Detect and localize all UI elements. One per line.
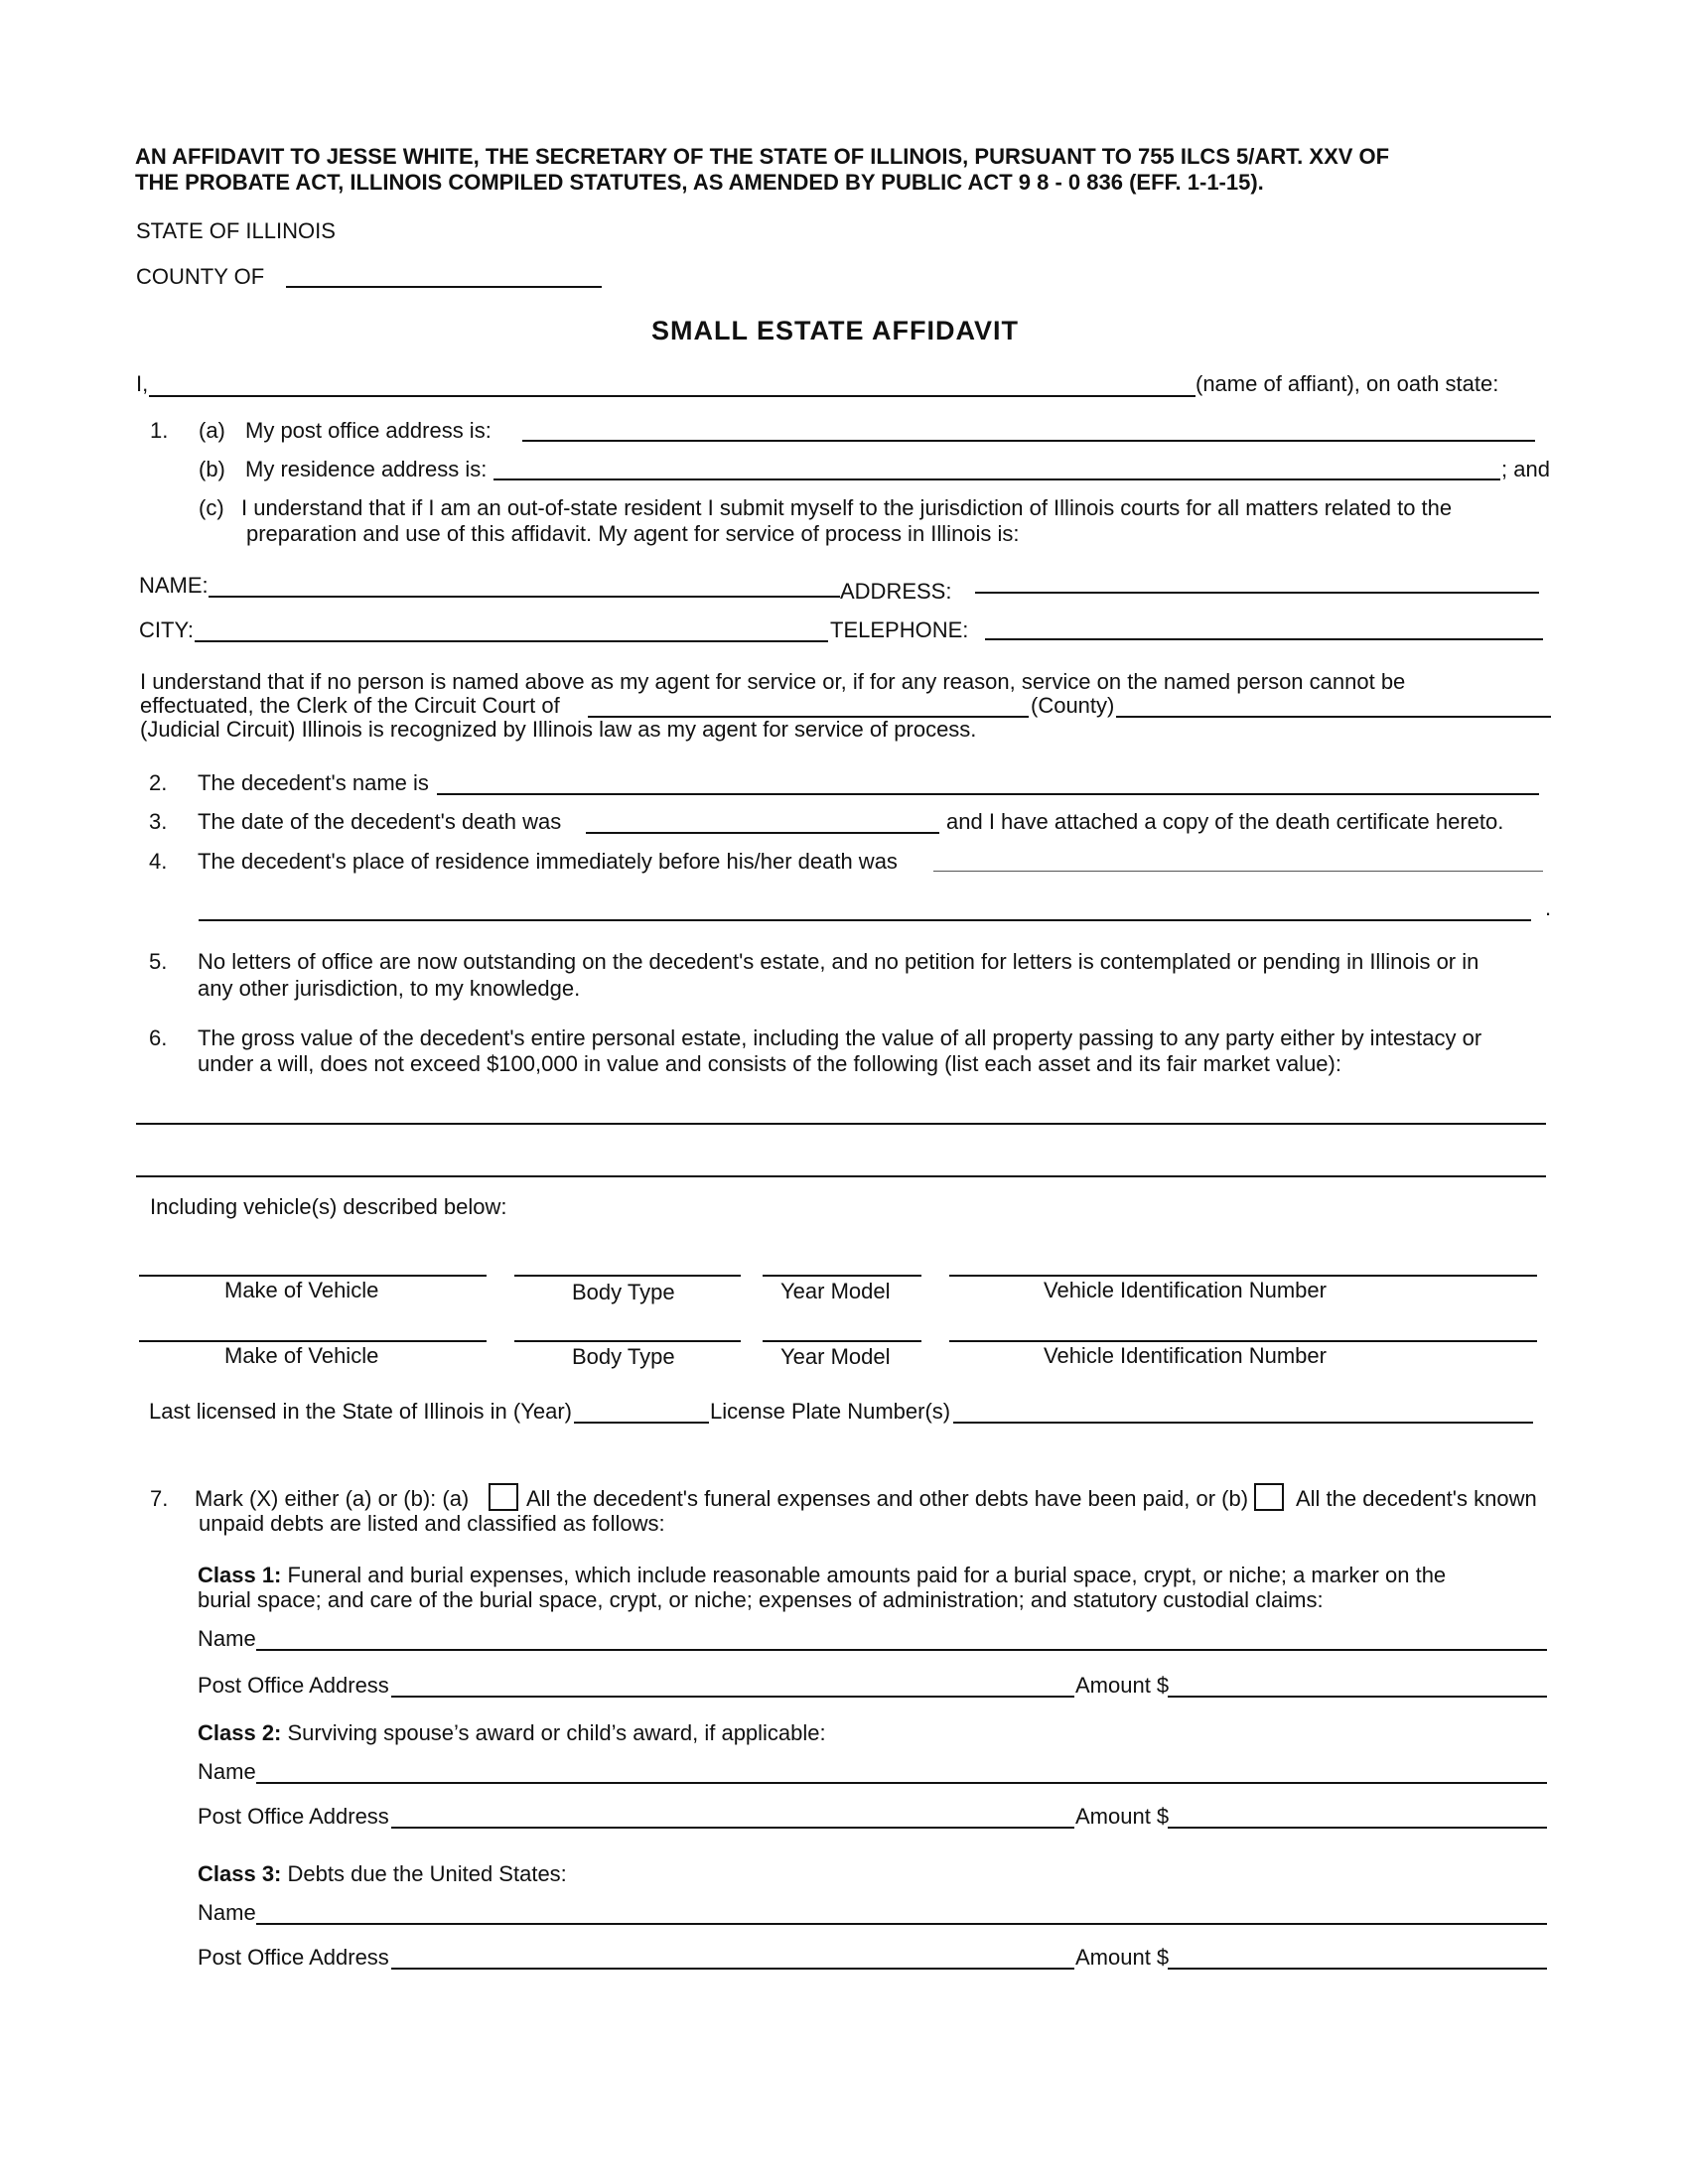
judicial-circuit-field[interactable] xyxy=(1116,716,1551,718)
class1-amount-label: Amount $ xyxy=(1075,1673,1170,1698)
class3-amount-field[interactable] xyxy=(1168,1968,1547,1970)
class1-text-line2: burial space; and care of the burial space, crypt, or niche; expenses of administration; and statutory custodial claims: xyxy=(198,1587,1324,1612)
class1-po-address-field[interactable] xyxy=(391,1696,1074,1698)
class3-name-field[interactable] xyxy=(256,1923,1547,1925)
class3-po-label: Post Office Address xyxy=(198,1945,389,1970)
option-a-checkbox[interactable] xyxy=(489,1483,518,1511)
class3-amount-label: Amount $ xyxy=(1075,1945,1170,1970)
clerk-county-label: (County) xyxy=(1031,693,1115,718)
item6-line2: under a will, does not exceed $100,000 in value and consists of the following (list each asset and its fair market value): xyxy=(198,1051,1341,1076)
agent-telephone-field[interactable] xyxy=(985,638,1543,640)
item7-prefix: Mark (X) either (a) or (b): (a) xyxy=(195,1486,470,1511)
item5-number: 5. xyxy=(149,949,168,974)
agent-name-field[interactable] xyxy=(209,596,840,598)
vehicle2-body-type-label: Body Type xyxy=(572,1344,675,1369)
item3-number: 3. xyxy=(149,809,168,834)
class2-amount-label: Amount $ xyxy=(1075,1804,1170,1829)
class2-heading xyxy=(198,1720,826,1746)
item1c-line1: I understand that if I am an out-of-state resident I submit myself to the jurisdiction of Illinois courts for all matters related to the xyxy=(241,495,1453,520)
vehicle2-year-label: Year Model xyxy=(780,1344,891,1369)
class1-text-line1: Funeral and burial expenses, which include reasonable amounts paid for a burial space, crypt, or niche; a marker on the xyxy=(281,1563,1447,1587)
vehicle1-vin-field[interactable] xyxy=(949,1275,1537,1277)
agent-city-field[interactable] xyxy=(195,640,828,642)
vehicle1-body-type-label: Body Type xyxy=(572,1280,675,1304)
statute-header-line1: AN AFFIDAVIT TO JESSE WHITE, THE SECRETARY OF THE STATE OF ILLINOIS, PURSUANT TO 755 ILCS 5/ART. XXV OF xyxy=(135,144,1390,169)
statute-header-line2: THE PROBATE ACT, ILLINOIS COMPILED STATUTES, AS AMENDED BY PUBLIC ACT 9 8 - 0 836 (EFF. 1-1-15). xyxy=(135,170,1264,195)
vehicle1-make-field[interactable] xyxy=(139,1275,487,1277)
page-title: SMALL ESTATE AFFIDAVIT xyxy=(651,316,1019,345)
class2-label: Class 2: xyxy=(198,1720,282,1745)
licensed-year-label: Last licensed in the State of Illinois in (Year) xyxy=(149,1399,572,1424)
item1-number: 1. xyxy=(150,418,169,443)
affiant-prefix: I, xyxy=(136,371,149,396)
vehicle2-year-field[interactable] xyxy=(763,1340,921,1342)
item5-line2: any other jurisdiction, to my knowledge. xyxy=(198,976,581,1001)
agent-name-label: NAME: xyxy=(139,573,209,598)
item6-number: 6. xyxy=(149,1025,168,1050)
class2-name-field[interactable] xyxy=(256,1782,1547,1784)
agent-city-label: CITY: xyxy=(139,617,195,642)
vehicles-intro: Including vehicle(s) described below: xyxy=(150,1194,507,1219)
item1c-line2: preparation and use of this affidavit. My agent for service of process in Illinois is: xyxy=(246,521,1020,546)
item7-line2: unpaid debts are listed and classified as follows: xyxy=(199,1511,665,1536)
item1c-letter: (c) xyxy=(199,495,224,520)
post-office-address-field[interactable] xyxy=(522,440,1535,442)
item4-number: 4. xyxy=(149,849,168,874)
class3-po-address-field[interactable] xyxy=(391,1968,1074,1970)
item1b-suffix: ; and xyxy=(1501,457,1550,481)
item7-option-a: All the decedent's funeral expenses and other debts have been paid, or (b) xyxy=(526,1486,1249,1511)
item5-line1: No letters of office are now outstanding on the decedent's estate, and no petition for letters is contemplated or pending in Illinois or in xyxy=(198,949,1479,974)
class3-label: Class 3: xyxy=(198,1861,282,1886)
class2-po-address-field[interactable] xyxy=(391,1827,1074,1829)
item1a-label: My post office address is: xyxy=(245,418,492,443)
class3-text: Debts due the United States: xyxy=(281,1861,567,1886)
class2-name-label: Name xyxy=(198,1759,256,1784)
date-of-death-field[interactable] xyxy=(586,832,939,834)
state-label: STATE OF ILLINOIS xyxy=(136,218,336,243)
item4-end-period: . xyxy=(1545,895,1552,920)
vehicle1-vin-label: Vehicle Identification Number xyxy=(1044,1278,1327,1302)
residence-address-field[interactable] xyxy=(493,478,1500,480)
item7-number: 7. xyxy=(150,1486,169,1511)
item7-option-b: All the decedent's known xyxy=(1296,1486,1537,1511)
clerk-line1: I understand that if no person is named above as my agent for service or, if for any reason, service on the named person cannot be xyxy=(140,669,1406,694)
item1a-letter: (a) xyxy=(199,418,225,443)
vehicle1-body-type-field[interactable] xyxy=(514,1275,741,1277)
class1-name-field[interactable] xyxy=(256,1649,1547,1651)
license-plate-label: License Plate Number(s) xyxy=(710,1399,951,1424)
class2-amount-field[interactable] xyxy=(1168,1827,1547,1829)
item3-label: The date of the decedent's death was xyxy=(198,809,562,834)
clerk-line2-start: effectuated, the Clerk of the Circuit Court of xyxy=(140,693,560,718)
place-of-residence-field[interactable] xyxy=(933,871,1543,872)
item2-label: The decedent's name is xyxy=(198,770,429,795)
vehicle2-body-type-field[interactable] xyxy=(514,1340,741,1342)
class2-po-label: Post Office Address xyxy=(198,1804,389,1829)
vehicle2-make-field[interactable] xyxy=(139,1340,487,1342)
asset-list-field-1[interactable] xyxy=(136,1123,1546,1125)
agent-telephone-label: TELEPHONE: xyxy=(830,617,969,642)
affiant-name-field[interactable] xyxy=(149,395,1196,397)
item1b-label: My residence address is: xyxy=(245,457,488,481)
county-field[interactable] xyxy=(286,286,602,288)
asset-list-field-2[interactable] xyxy=(136,1175,1546,1177)
clerk-line3: (Judicial Circuit) Illinois is recognized by Illinois law as my agent for service of process. xyxy=(140,717,977,742)
decedent-name-field[interactable] xyxy=(437,793,1539,795)
item4-label: The decedent's place of residence immediately before his/her death was xyxy=(198,849,898,874)
class1-label: Class 1: xyxy=(198,1563,282,1587)
vehicle2-vin-label: Vehicle Identification Number xyxy=(1044,1343,1327,1368)
class2-text: Surviving spouse’s award or child’s award, if applicable: xyxy=(281,1720,826,1745)
vehicle1-make-label: Make of Vehicle xyxy=(224,1278,379,1302)
class1-po-label: Post Office Address xyxy=(198,1673,389,1698)
class3-name-label: Name xyxy=(198,1900,256,1925)
license-plate-field[interactable] xyxy=(953,1422,1533,1424)
vehicle2-vin-field[interactable] xyxy=(949,1340,1537,1342)
option-b-checkbox[interactable] xyxy=(1254,1483,1284,1511)
class1-amount-field[interactable] xyxy=(1168,1696,1547,1698)
item1b-letter: (b) xyxy=(199,457,225,481)
item2-number: 2. xyxy=(149,770,168,795)
place-of-residence-field-continued[interactable] xyxy=(199,919,1531,921)
class1-name-label: Name xyxy=(198,1626,256,1651)
agent-address-label: ADDRESS: xyxy=(840,579,952,604)
vehicle1-year-label: Year Model xyxy=(780,1279,891,1303)
county-label: COUNTY OF xyxy=(136,264,265,289)
item6-line1: The gross value of the decedent's entire personal estate, including the value of all property passing to any party either by intestacy or xyxy=(198,1025,1482,1050)
vehicle2-make-label: Make of Vehicle xyxy=(224,1343,379,1368)
vehicle1-year-field[interactable] xyxy=(763,1275,921,1277)
agent-address-field[interactable] xyxy=(975,592,1539,594)
class3-heading xyxy=(198,1861,567,1887)
item3-suffix: and I have attached a copy of the death certificate hereto. xyxy=(946,809,1504,834)
class1-heading xyxy=(198,1563,1446,1588)
licensed-year-field[interactable] xyxy=(574,1422,709,1424)
affiant-suffix: (name of affiant), on oath state: xyxy=(1196,371,1499,396)
